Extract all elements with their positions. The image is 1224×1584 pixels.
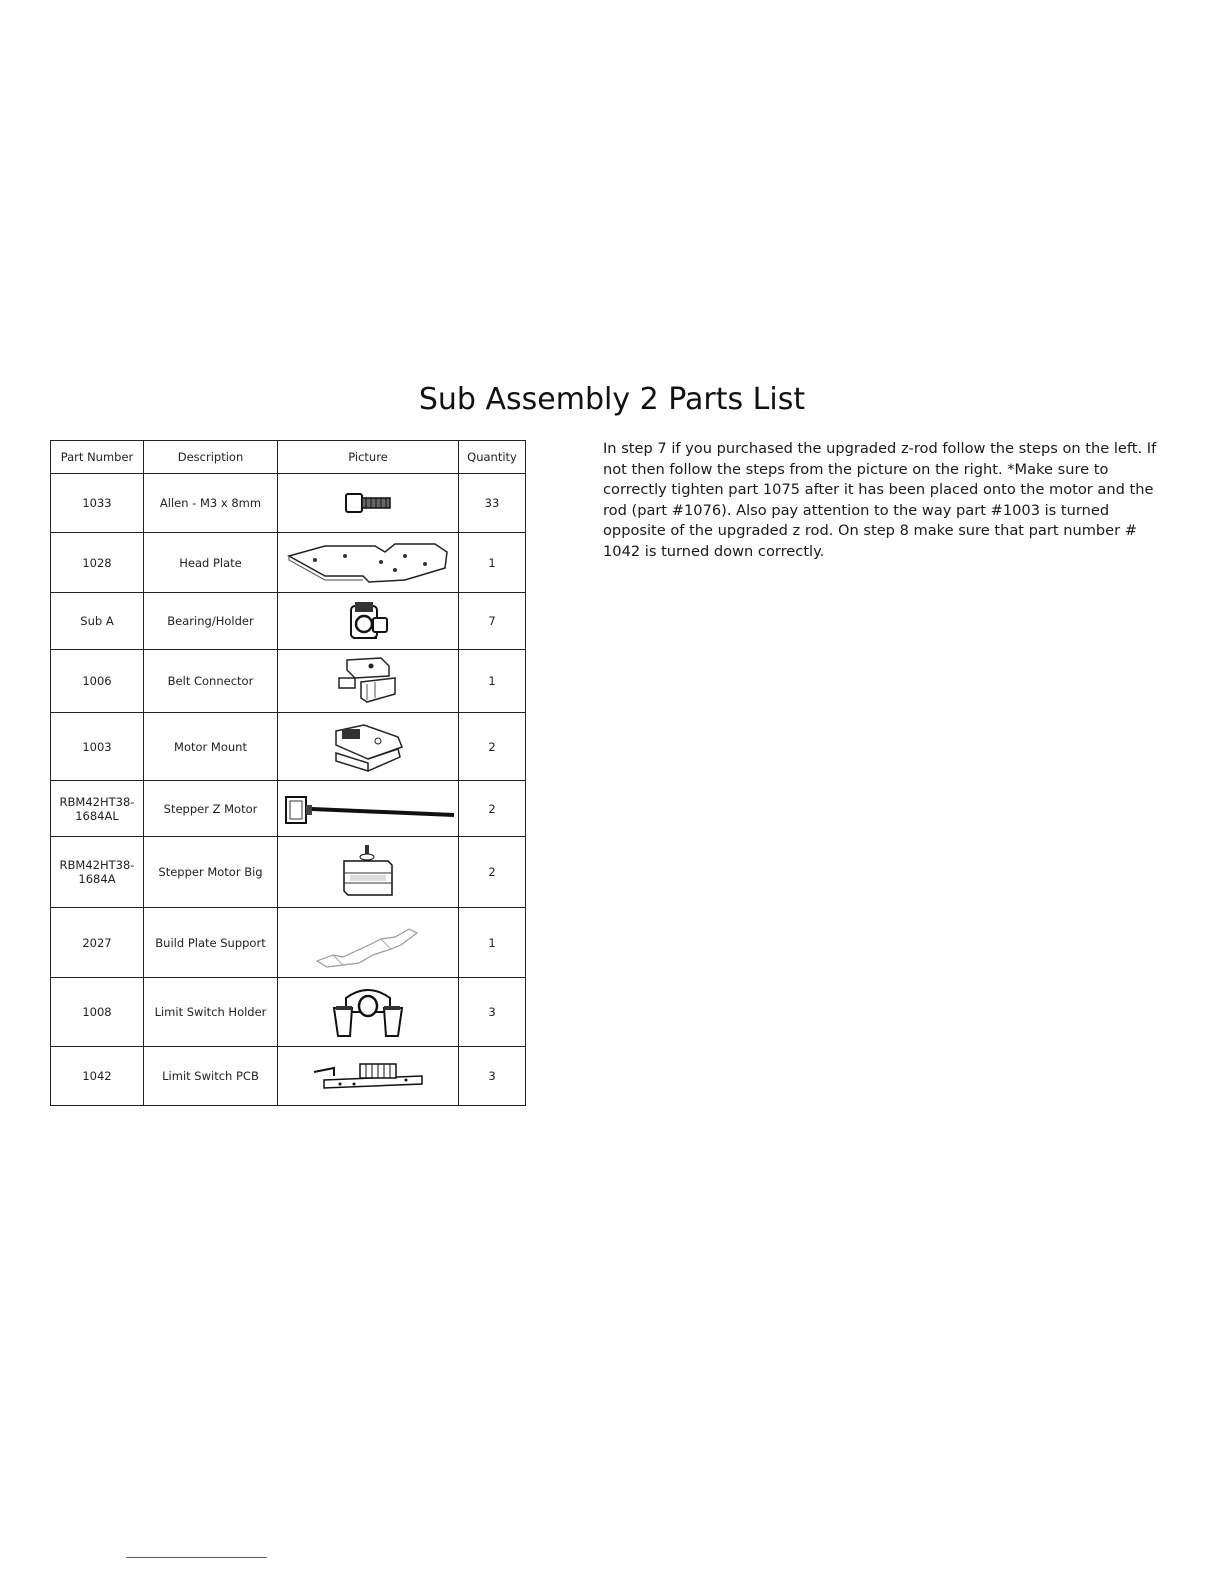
part-number-cell: 1042 — [51, 1047, 144, 1106]
description-cell: Stepper Z Motor — [144, 781, 278, 837]
table-row — [51, 837, 526, 908]
quantity-cell: 1 — [459, 533, 526, 593]
description-cell: Stepper Motor Big — [144, 837, 278, 908]
quantity-cell: 2 — [459, 713, 526, 781]
parts-table — [50, 440, 526, 1106]
quantity-cell: 33 — [459, 474, 526, 533]
quantity-cell: 1 — [459, 650, 526, 713]
table-header-row — [51, 441, 526, 474]
limit-switch-pcb-icon — [310, 1058, 426, 1094]
table-row — [51, 781, 526, 837]
part-number-cell: 2027 — [51, 908, 144, 978]
part-number-cell: 1033 — [51, 474, 144, 533]
description-cell: Limit Switch PCB — [144, 1047, 278, 1106]
quantity-cell: 7 — [459, 593, 526, 650]
build-plate-support-icon — [313, 915, 423, 971]
table-row — [51, 1047, 526, 1106]
part-number-cell: 1003 — [51, 713, 144, 781]
belt-connector-icon — [333, 654, 403, 708]
head-plate-icon — [285, 538, 451, 588]
part-number-cell: RBM42HT38-1684A — [51, 837, 144, 908]
part-number-cell: 1006 — [51, 650, 144, 713]
table-row — [51, 533, 526, 593]
part-number-cell: 1008 — [51, 978, 144, 1047]
stepper-z-motor-icon — [280, 789, 456, 829]
part-number-cell: 1028 — [51, 533, 144, 593]
stepper-motor-big-icon — [338, 843, 398, 901]
quantity-cell: 3 — [459, 978, 526, 1047]
table-row — [51, 650, 526, 713]
quantity-cell: 1 — [459, 908, 526, 978]
description-cell: Allen - M3 x 8mm — [144, 474, 278, 533]
m3-screw-icon — [338, 488, 398, 518]
description-cell: Limit Switch Holder — [144, 978, 278, 1047]
table-row — [51, 713, 526, 781]
table-row — [51, 978, 526, 1047]
bearing-holder-icon — [343, 598, 393, 644]
description-cell: Head Plate — [144, 533, 278, 593]
quantity-cell: 2 — [459, 781, 526, 837]
motor-mount-icon — [328, 719, 408, 775]
footer-rule — [126, 1557, 267, 1558]
table-row — [51, 474, 526, 533]
quantity-cell: 3 — [459, 1047, 526, 1106]
part-number-cell: Sub A — [51, 593, 144, 650]
header-quantity: Quantity — [459, 441, 526, 474]
assembly-note: In step 7 if you purchased the upgraded z-rod follow the steps on the left. If not then follow the steps from the picture on the right. *Make sure to correctly tighten part 1075 after it has been placed onto the motor and the rod (part #1076). Also pay attention to the way part #1003 is turned opposite of the upgraded z rod. On step 8 make sure that part number # 1042 is turned down correctly. — [603, 440, 1157, 560]
description-cell: Belt Connector — [144, 650, 278, 713]
quantity-cell: 2 — [459, 837, 526, 908]
table-row — [51, 908, 526, 978]
limit-switch-holder-icon — [326, 982, 410, 1042]
part-number-cell: RBM42HT38-1684AL — [51, 781, 144, 837]
table-row — [51, 593, 526, 650]
header-picture: Picture — [278, 441, 459, 474]
page-title: Sub Assembly 2 Parts List — [418, 382, 806, 417]
description-cell: Bearing/Holder — [144, 593, 278, 650]
description-cell: Build Plate Support — [144, 908, 278, 978]
description-cell: Motor Mount — [144, 713, 278, 781]
header-part-number: Part Number — [51, 441, 144, 474]
header-description: Description — [144, 441, 278, 474]
